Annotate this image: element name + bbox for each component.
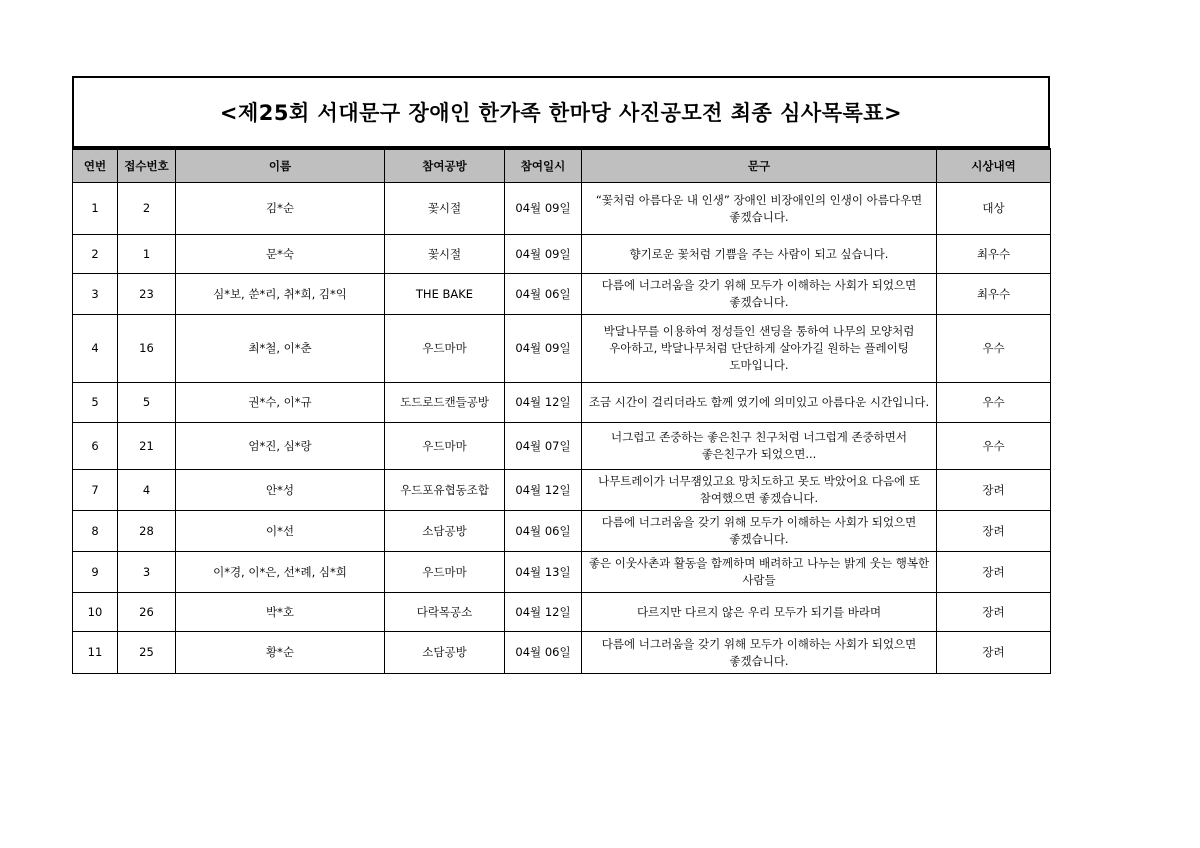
cell-receipt: 25 bbox=[118, 632, 176, 674]
cell-date: 04월 09일 bbox=[505, 315, 582, 383]
cell-phrase: 다름에 너그러움을 갖기 위해 모두가 이해하는 사회가 되었으면 좋겠습니다. bbox=[582, 274, 937, 315]
cell-no: 5 bbox=[73, 383, 118, 423]
header-date: 참여일시 bbox=[505, 149, 582, 183]
table-row bbox=[73, 274, 1051, 315]
header-name: 이름 bbox=[176, 149, 385, 183]
cell-phrase: “꽃처럼 아름다운 내 인생” 장애인 비장애인의 인생이 아름다우면 좋겠습니다. bbox=[582, 183, 937, 235]
cell-name: 안*성 bbox=[176, 470, 385, 511]
cell-phrase: 나무트레이가 너무잼있고요 망치도하고 못도 박았어요 다음에 또 참여했으면 좋겠습니다. bbox=[582, 470, 937, 511]
cell-phrase: 박달나무를 이용하여 정성들인 샌딩을 통하여 나무의 모양처럼 우아하고, 박달나무처럼 단단하게 살아가길 원하는 플레이팅 도마입니다. bbox=[582, 315, 937, 383]
header-workshop: 참여공방 bbox=[385, 149, 505, 183]
cell-phrase: 너그럽고 존중하는 좋은친구 친구처럼 너그럽게 존중하면서 좋은친구가 되었으면... bbox=[582, 423, 937, 470]
cell-workshop: THE BAKE bbox=[385, 274, 505, 315]
table-row bbox=[73, 315, 1051, 383]
cell-workshop: 우드마마 bbox=[385, 552, 505, 593]
cell-phrase: 좋은 이웃사촌과 활동을 함께하며 배려하고 나누는 밝게 웃는 행복한 사람들 bbox=[582, 552, 937, 593]
cell-name: 심*보, 쑨*리, 취*희, 김*익 bbox=[176, 274, 385, 315]
cell-no: 9 bbox=[73, 552, 118, 593]
cell-name: 엄*진, 심*랑 bbox=[176, 423, 385, 470]
header-row bbox=[73, 149, 1051, 183]
cell-receipt: 21 bbox=[118, 423, 176, 470]
cell-workshop: 꽃시절 bbox=[385, 235, 505, 274]
cell-receipt: 16 bbox=[118, 315, 176, 383]
cell-no: 8 bbox=[73, 511, 118, 552]
cell-name: 문*숙 bbox=[176, 235, 385, 274]
cell-award: 장려 bbox=[937, 632, 1051, 674]
cell-name: 황*순 bbox=[176, 632, 385, 674]
cell-award: 장려 bbox=[937, 470, 1051, 511]
cell-workshop: 도드로드캔들공방 bbox=[385, 383, 505, 423]
cell-date: 04월 06일 bbox=[505, 511, 582, 552]
table-row bbox=[73, 511, 1051, 552]
cell-receipt: 1 bbox=[118, 235, 176, 274]
title-box bbox=[72, 76, 1050, 148]
cell-phrase: 다름에 너그러움을 갖기 위해 모두가 이해하는 사회가 되었으면 좋겠습니다. bbox=[582, 632, 937, 674]
cell-receipt: 28 bbox=[118, 511, 176, 552]
cell-workshop: 꽃시절 bbox=[385, 183, 505, 235]
cell-workshop: 소담공방 bbox=[385, 632, 505, 674]
cell-award: 장려 bbox=[937, 552, 1051, 593]
table-row bbox=[73, 632, 1051, 674]
cell-phrase: 다름에 너그러움을 갖기 위해 모두가 이해하는 사회가 되었으면 좋겠습니다. bbox=[582, 511, 937, 552]
header-receipt: 접수번호 bbox=[118, 149, 176, 183]
table-row bbox=[73, 552, 1051, 593]
cell-receipt: 4 bbox=[118, 470, 176, 511]
header-no: 연번 bbox=[73, 149, 118, 183]
cell-name: 권*수, 이*규 bbox=[176, 383, 385, 423]
cell-name: 최*철, 이*춘 bbox=[176, 315, 385, 383]
judging-list-sheet bbox=[72, 76, 1050, 674]
cell-name: 이*선 bbox=[176, 511, 385, 552]
cell-no: 6 bbox=[73, 423, 118, 470]
table-row bbox=[73, 183, 1051, 235]
cell-phrase: 조금 시간이 걸리더라도 함께 였기에 의미있고 아름다운 시간입니다. bbox=[582, 383, 937, 423]
cell-workshop: 우드포유협동조합 bbox=[385, 470, 505, 511]
table-row bbox=[73, 235, 1051, 274]
cell-no: 10 bbox=[73, 593, 118, 632]
cell-receipt: 2 bbox=[118, 183, 176, 235]
cell-date: 04월 06일 bbox=[505, 274, 582, 315]
cell-award: 장려 bbox=[937, 511, 1051, 552]
cell-receipt: 23 bbox=[118, 274, 176, 315]
cell-workshop: 소담공방 bbox=[385, 511, 505, 552]
table-row bbox=[73, 383, 1051, 423]
cell-phrase: 다르지만 다르지 않은 우리 모두가 되기를 바라며 bbox=[582, 593, 937, 632]
cell-name: 김*순 bbox=[176, 183, 385, 235]
cell-date: 04월 12일 bbox=[505, 383, 582, 423]
cell-award: 우수 bbox=[937, 383, 1051, 423]
cell-no: 2 bbox=[73, 235, 118, 274]
cell-date: 04월 06일 bbox=[505, 632, 582, 674]
header-award: 시상내역 bbox=[937, 149, 1051, 183]
cell-date: 04월 09일 bbox=[505, 183, 582, 235]
judging-table bbox=[72, 148, 1051, 674]
cell-no: 7 bbox=[73, 470, 118, 511]
cell-no: 4 bbox=[73, 315, 118, 383]
cell-receipt: 26 bbox=[118, 593, 176, 632]
cell-date: 04월 12일 bbox=[505, 470, 582, 511]
cell-workshop: 우드마마 bbox=[385, 315, 505, 383]
cell-award: 우수 bbox=[937, 315, 1051, 383]
cell-phrase: 향기로운 꽃처럼 기쁨을 주는 사람이 되고 싶습니다. bbox=[582, 235, 937, 274]
cell-receipt: 3 bbox=[118, 552, 176, 593]
cell-award: 우수 bbox=[937, 423, 1051, 470]
cell-date: 04월 12일 bbox=[505, 593, 582, 632]
cell-award: 장려 bbox=[937, 593, 1051, 632]
page-title: <제25회 서대문구 장애인 한가족 한마당 사진공모전 최종 심사목록표> bbox=[219, 101, 903, 125]
cell-date: 04월 13일 bbox=[505, 552, 582, 593]
table-row bbox=[73, 470, 1051, 511]
cell-no: 11 bbox=[73, 632, 118, 674]
cell-award: 대상 bbox=[937, 183, 1051, 235]
cell-award: 최우수 bbox=[937, 235, 1051, 274]
cell-receipt: 5 bbox=[118, 383, 176, 423]
cell-workshop: 우드마마 bbox=[385, 423, 505, 470]
cell-workshop: 다락목공소 bbox=[385, 593, 505, 632]
cell-date: 04월 09일 bbox=[505, 235, 582, 274]
cell-award: 최우수 bbox=[937, 274, 1051, 315]
cell-name: 이*경, 이*은, 선*례, 심*희 bbox=[176, 552, 385, 593]
header-phrase: 문구 bbox=[582, 149, 937, 183]
cell-no: 1 bbox=[73, 183, 118, 235]
cell-name: 박*호 bbox=[176, 593, 385, 632]
table-row bbox=[73, 423, 1051, 470]
cell-date: 04월 07일 bbox=[505, 423, 582, 470]
cell-no: 3 bbox=[73, 274, 118, 315]
table-row bbox=[73, 593, 1051, 632]
